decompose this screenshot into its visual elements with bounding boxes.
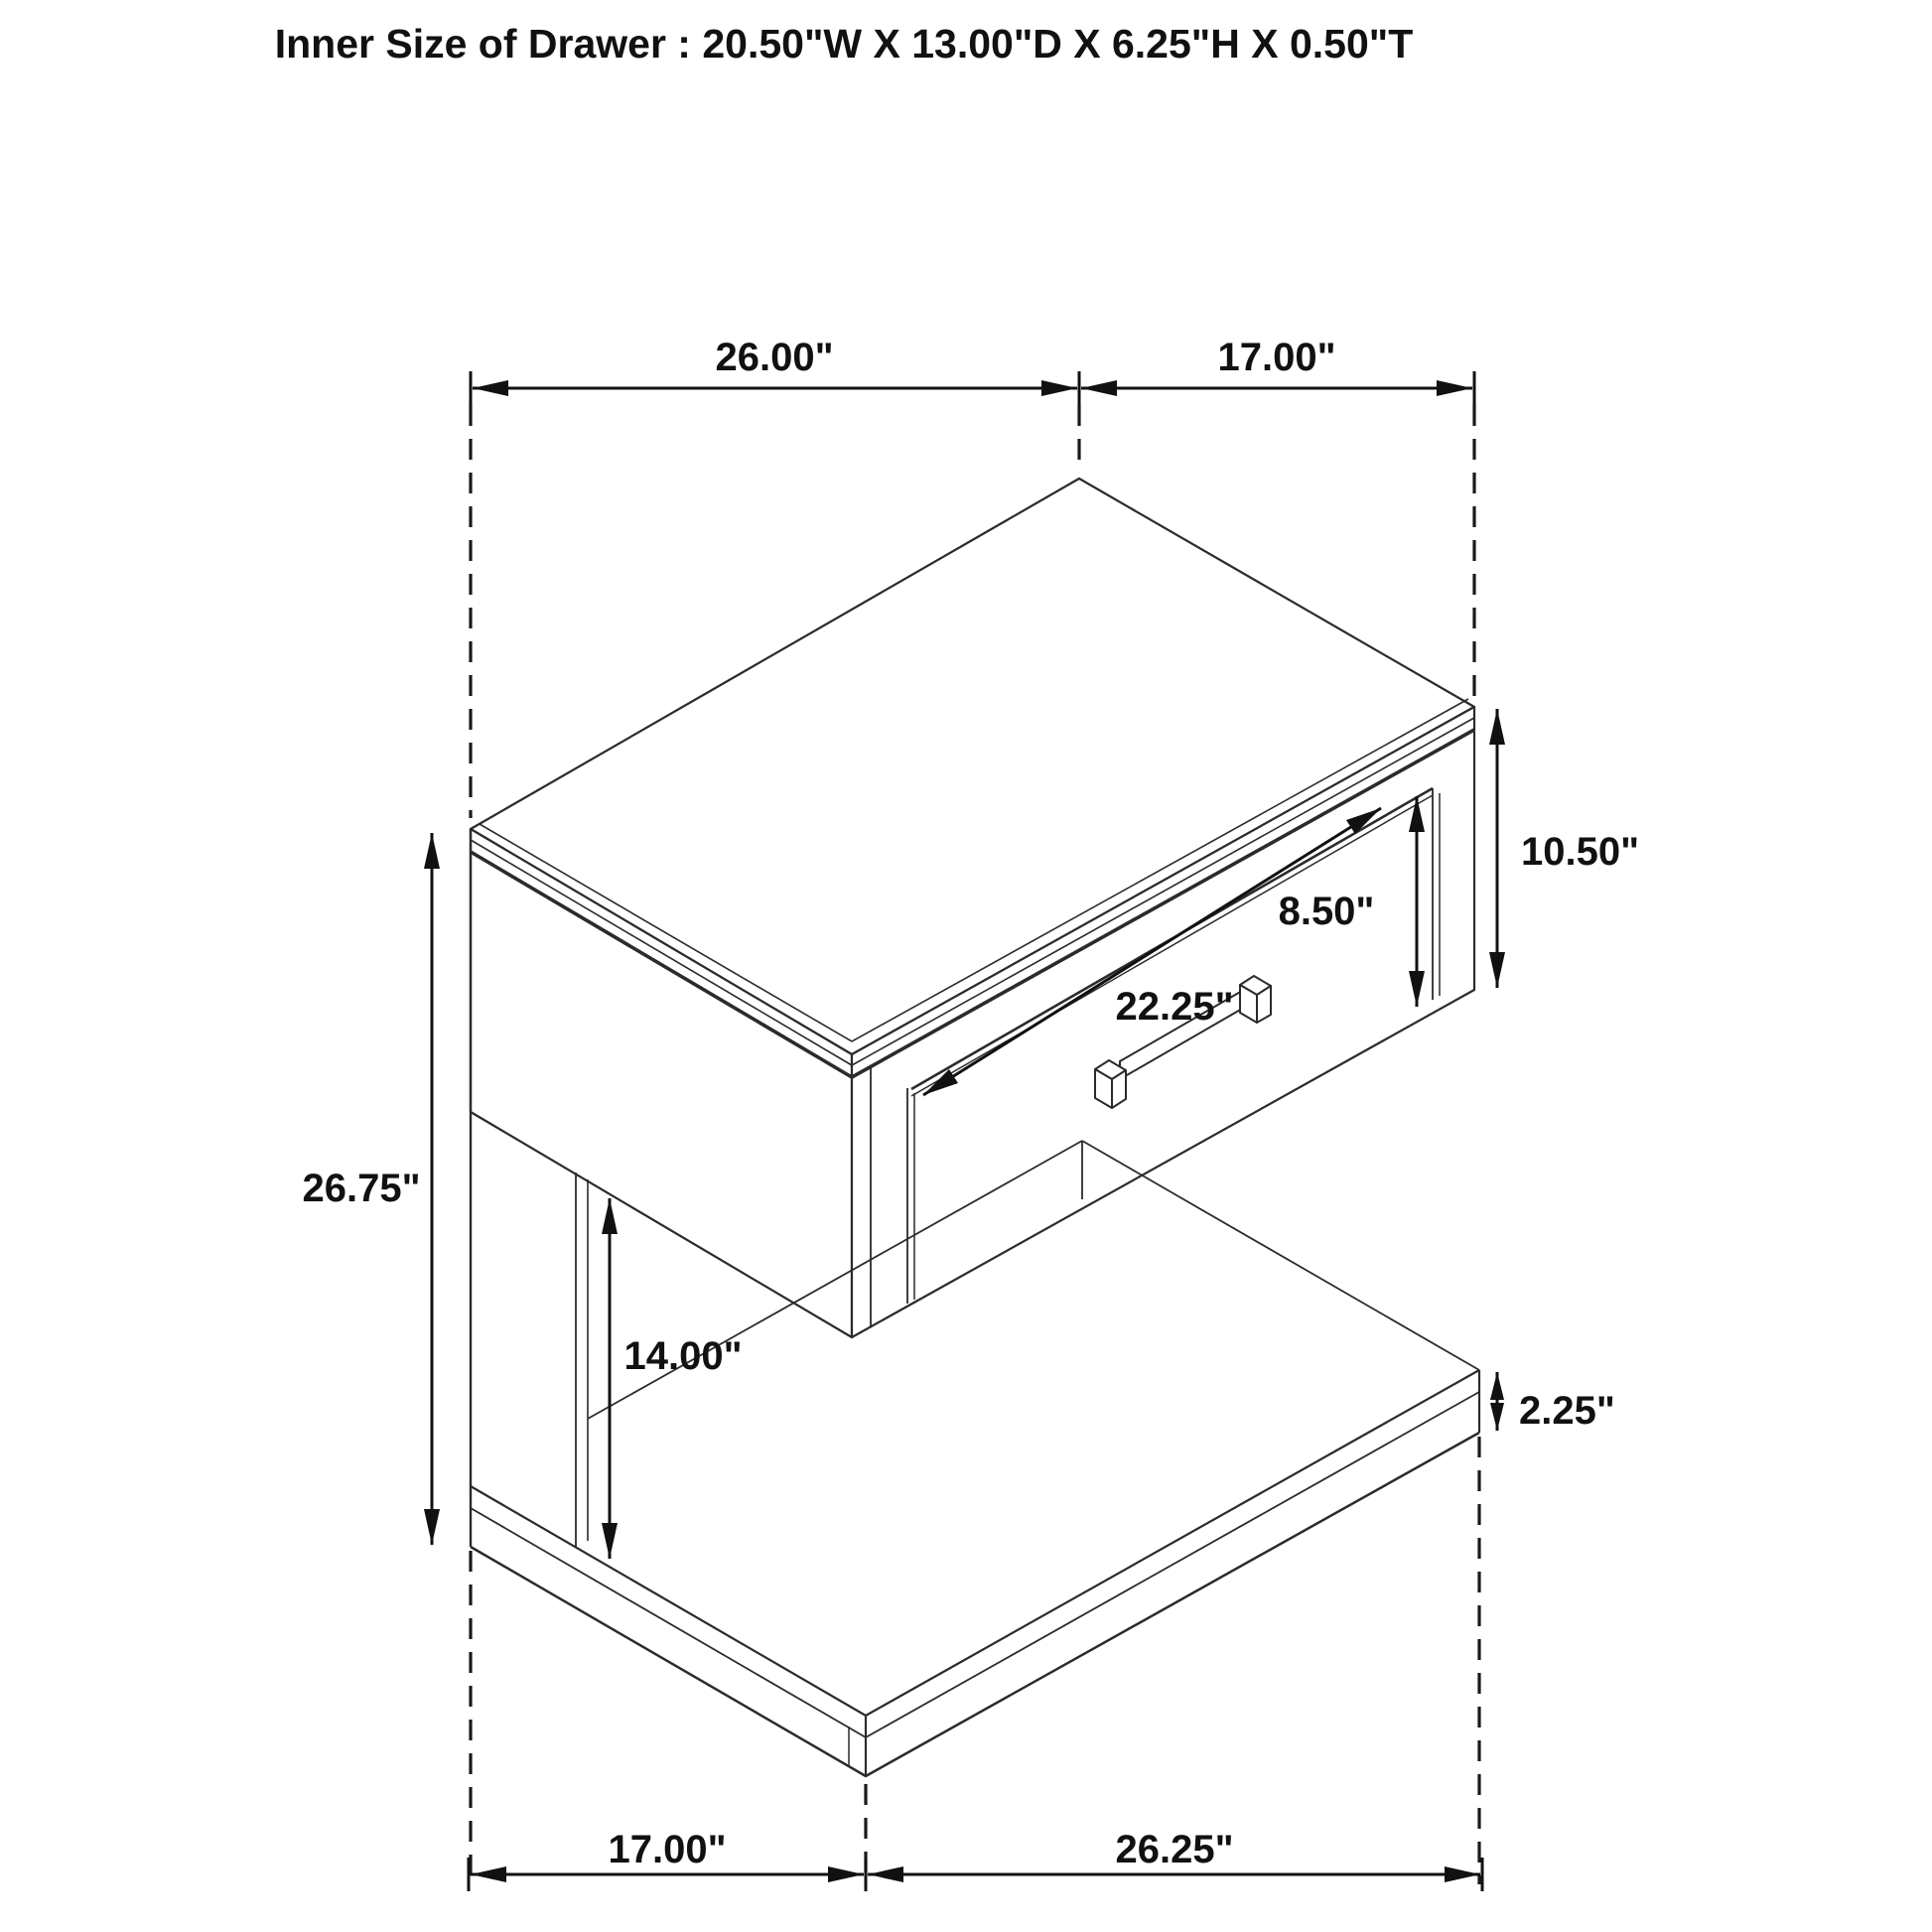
top-dimension	[471, 336, 1474, 405]
arrowhead	[1445, 1866, 1480, 1882]
dim-label-base-front-width: 26.25"	[1115, 1828, 1234, 1871]
overall-height-dimension	[302, 833, 440, 1545]
arrowhead	[602, 1198, 618, 1234]
base-thickness-dimension	[1490, 1372, 1615, 1433]
dim-label-cabinet-height: 10.50"	[1521, 830, 1640, 874]
arrowhead	[1437, 380, 1472, 396]
base-bottom-front-edges	[471, 1433, 1479, 1776]
base-band-lines	[471, 1392, 1479, 1737]
dim-label-shelf-clearance: 14.00"	[623, 1334, 743, 1378]
dim-label-base-front-depth: 17.00"	[608, 1828, 727, 1871]
arrowhead	[1490, 1372, 1504, 1400]
arrowhead	[1081, 380, 1117, 396]
arrowhead	[1490, 1403, 1504, 1431]
cabinet-height-dimension	[1489, 709, 1639, 988]
arrowhead	[471, 1866, 506, 1882]
arrowhead	[1041, 380, 1077, 396]
dim-label-top-depth: 17.00"	[1217, 336, 1336, 379]
dim-label-overall-height: 26.75"	[302, 1167, 421, 1210]
dim-label-drawer-front-width: 22.25"	[1115, 985, 1234, 1029]
dim-label-drawer-opening-height: 8.50"	[1278, 890, 1375, 933]
dim-label-base-thickness: 2.25"	[1519, 1389, 1615, 1433]
arrowhead	[868, 1866, 903, 1882]
base-top-back-right-edge	[1082, 1141, 1479, 1370]
arrowhead	[1489, 952, 1505, 988]
dim-label-top-width: 26.00"	[715, 336, 834, 379]
arrowhead	[1489, 709, 1505, 745]
arrowhead	[424, 833, 440, 869]
base-top-front-edges	[471, 1370, 1479, 1716]
bottom-dimension	[469, 1828, 1482, 1891]
arrowhead	[473, 380, 508, 396]
arrowhead	[828, 1866, 864, 1882]
support-panel	[576, 1173, 588, 1548]
arrowhead	[602, 1523, 618, 1559]
diagram-title: Inner Size of Drawer : 20.50"W X 13.00"D X 6.25"H X 0.50"T	[274, 21, 1414, 67]
arrowhead	[424, 1509, 440, 1545]
